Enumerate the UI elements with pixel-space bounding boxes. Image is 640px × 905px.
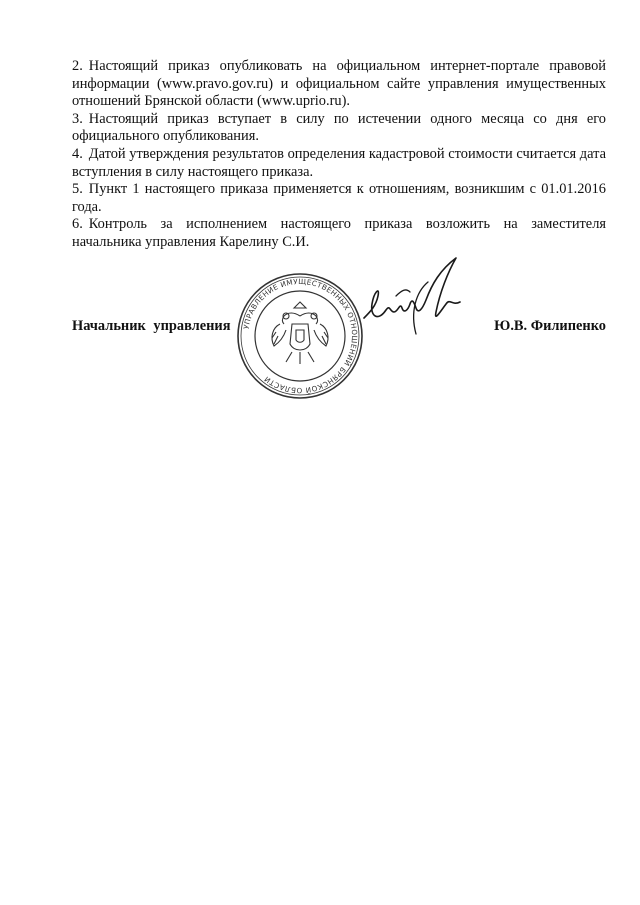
signature-row bbox=[72, 318, 606, 340]
paragraph-6 bbox=[72, 216, 606, 251]
paragraph-text: Пункт 1 настоящего приказа применяется к отношениям, возникшим с 01.01.2016 года. bbox=[72, 181, 606, 215]
pravo-link[interactable]: www.pravo.gov.ru bbox=[161, 75, 269, 92]
paragraph-number: 5. bbox=[72, 181, 83, 198]
position-title: Начальник управления bbox=[72, 318, 231, 334]
paragraph-number: 6. bbox=[72, 216, 83, 233]
uprio-link[interactable]: www.uprio.ru bbox=[261, 93, 342, 110]
paragraph-text: Датой утверждения результатов определения кадастровой стоимости считается дата вступления в силу настоящего приказа. bbox=[72, 145, 606, 180]
paragraph-text: Настоящий приказ опубликовать на официальном интернет-портале правовой информации ( bbox=[72, 58, 606, 92]
signer-name: Ю.В. Филипенко bbox=[494, 318, 606, 334]
stamp-outer-text: УПРАВЛЕНИЕ ИМУЩЕСТВЕННЫХ ОТНОШЕНИЙ БРЯНСКОЙ ОБЛАСТИ bbox=[241, 276, 360, 396]
document-body bbox=[72, 58, 606, 252]
paragraph-text: Настоящий приказ вступает в силу по истечении одного месяца со дня его официального опубликования. bbox=[72, 110, 606, 145]
paragraph-number: 3. bbox=[72, 110, 83, 127]
paragraph-4 bbox=[72, 146, 606, 181]
paragraph-text: ). bbox=[341, 93, 350, 110]
paragraph-3 bbox=[72, 111, 606, 146]
paragraph-number: 2. bbox=[72, 58, 83, 74]
paragraph-2 bbox=[72, 58, 606, 111]
paragraph-5 bbox=[72, 181, 606, 216]
paragraph-text: Контроль за исполнением настоящего приказа возложить на заместителя начальника управления Карелину С.И. bbox=[72, 216, 606, 250]
paragraph-number: 4. bbox=[72, 145, 83, 162]
paragraph-text: ) и официальном сайте управления имущественных отношений Брянской области ( bbox=[72, 75, 607, 110]
